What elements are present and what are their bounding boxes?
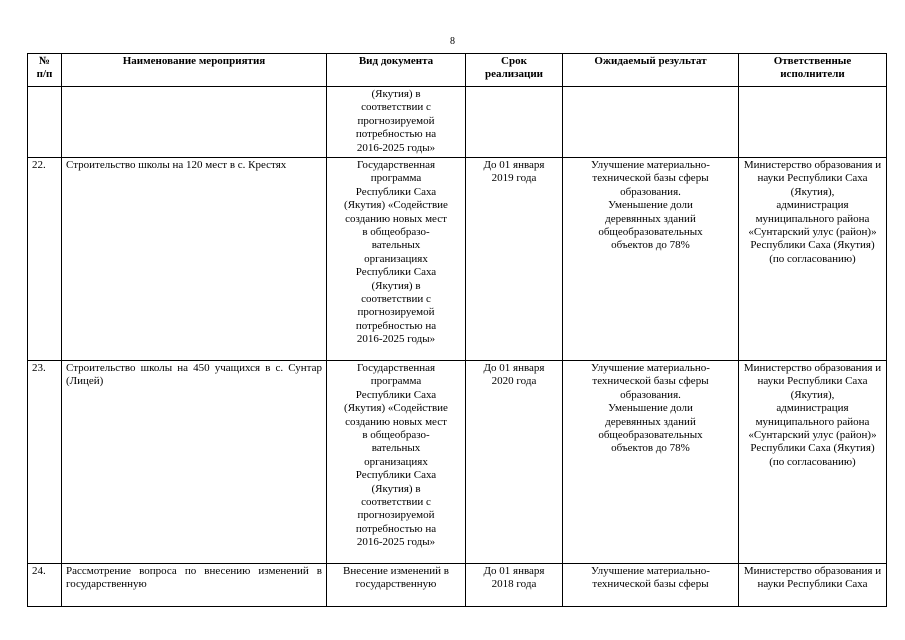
table-header-row xyxy=(28,54,887,87)
cell-num: 22. xyxy=(28,158,62,361)
cell-name: Строительство школы на 450 учащихся в с. Сунтар (Лицей) xyxy=(62,361,327,564)
cell-exec xyxy=(739,87,887,158)
header-doc: Вид документа xyxy=(327,54,466,87)
cell-result xyxy=(563,87,739,158)
table-row xyxy=(28,158,887,361)
cell-num: 24. xyxy=(28,564,62,607)
cell-num: 23. xyxy=(28,361,62,564)
header-exec: Ответственные исполнители xyxy=(739,54,887,87)
cell-term xyxy=(466,87,563,158)
table-row xyxy=(28,564,887,607)
table-row xyxy=(28,87,887,158)
cell-term: До 01 января 2018 года xyxy=(466,564,563,607)
cell-exec: Министерство образования и науки Республики Саха xyxy=(739,564,887,607)
cell-name: Рассмотрение вопроса по внесению изменений в государственную xyxy=(62,564,327,607)
header-result: Ожидаемый результат xyxy=(563,54,739,87)
measures-table xyxy=(27,53,887,607)
cell-result: Улучшение материально- технической базы сферы образования. Уменьшение доли деревянных зданий общеобразовательных объектов до 78% xyxy=(563,361,739,564)
cell-term: До 01 января 2019 года xyxy=(466,158,563,361)
cell-doc: (Якутия) в соответствии с прогнозируемой потребностью на 2016-2025 годы» xyxy=(327,87,466,158)
table-row xyxy=(28,361,887,564)
cell-num xyxy=(28,87,62,158)
cell-exec: Министерство образования и науки Республики Саха (Якутия), администрация муниципального района «Сунтарский улус (район)» Республики Саха (Якутия) (по согласованию) xyxy=(739,158,887,361)
cell-exec: Министерство образования и науки Республики Саха (Якутия), администрация муниципального района «Сунтарский улус (район)» Республики Саха (Якутия) (по согласованию) xyxy=(739,361,887,564)
page-number: 8 xyxy=(450,36,455,47)
header-term: Срок реализации xyxy=(466,54,563,87)
cell-result: Улучшение материально- технической базы сферы xyxy=(563,564,739,607)
header-num: № п/п xyxy=(28,54,62,87)
cell-name: Строительство школы на 120 мест в с. Крестях xyxy=(62,158,327,361)
cell-name xyxy=(62,87,327,158)
cell-doc: Государственная программа Республики Саха (Якутия) «Содействие созданию новых мест в общеобразо- вательных организациях Республики Саха (Якутия) в соответствии с прогнозируемой потребностью на 2016-2025 годы» xyxy=(327,361,466,564)
cell-doc: Внесение изменений в государственную xyxy=(327,564,466,607)
cell-doc: Государственная программа Республики Саха (Якутия) «Содействие созданию новых мест в общеобразо- вательных организациях Республики Саха (Якутия) в соответствии с прогнозируемой потребностью на 2016-2025 годы» xyxy=(327,158,466,361)
cell-term: До 01 января 2020 года xyxy=(466,361,563,564)
header-name: Наименование мероприятия xyxy=(62,54,327,87)
cell-result: Улучшение материально- технической базы сферы образования. Уменьшение доли деревянных зданий общеобразовательных объектов до 78% xyxy=(563,158,739,361)
